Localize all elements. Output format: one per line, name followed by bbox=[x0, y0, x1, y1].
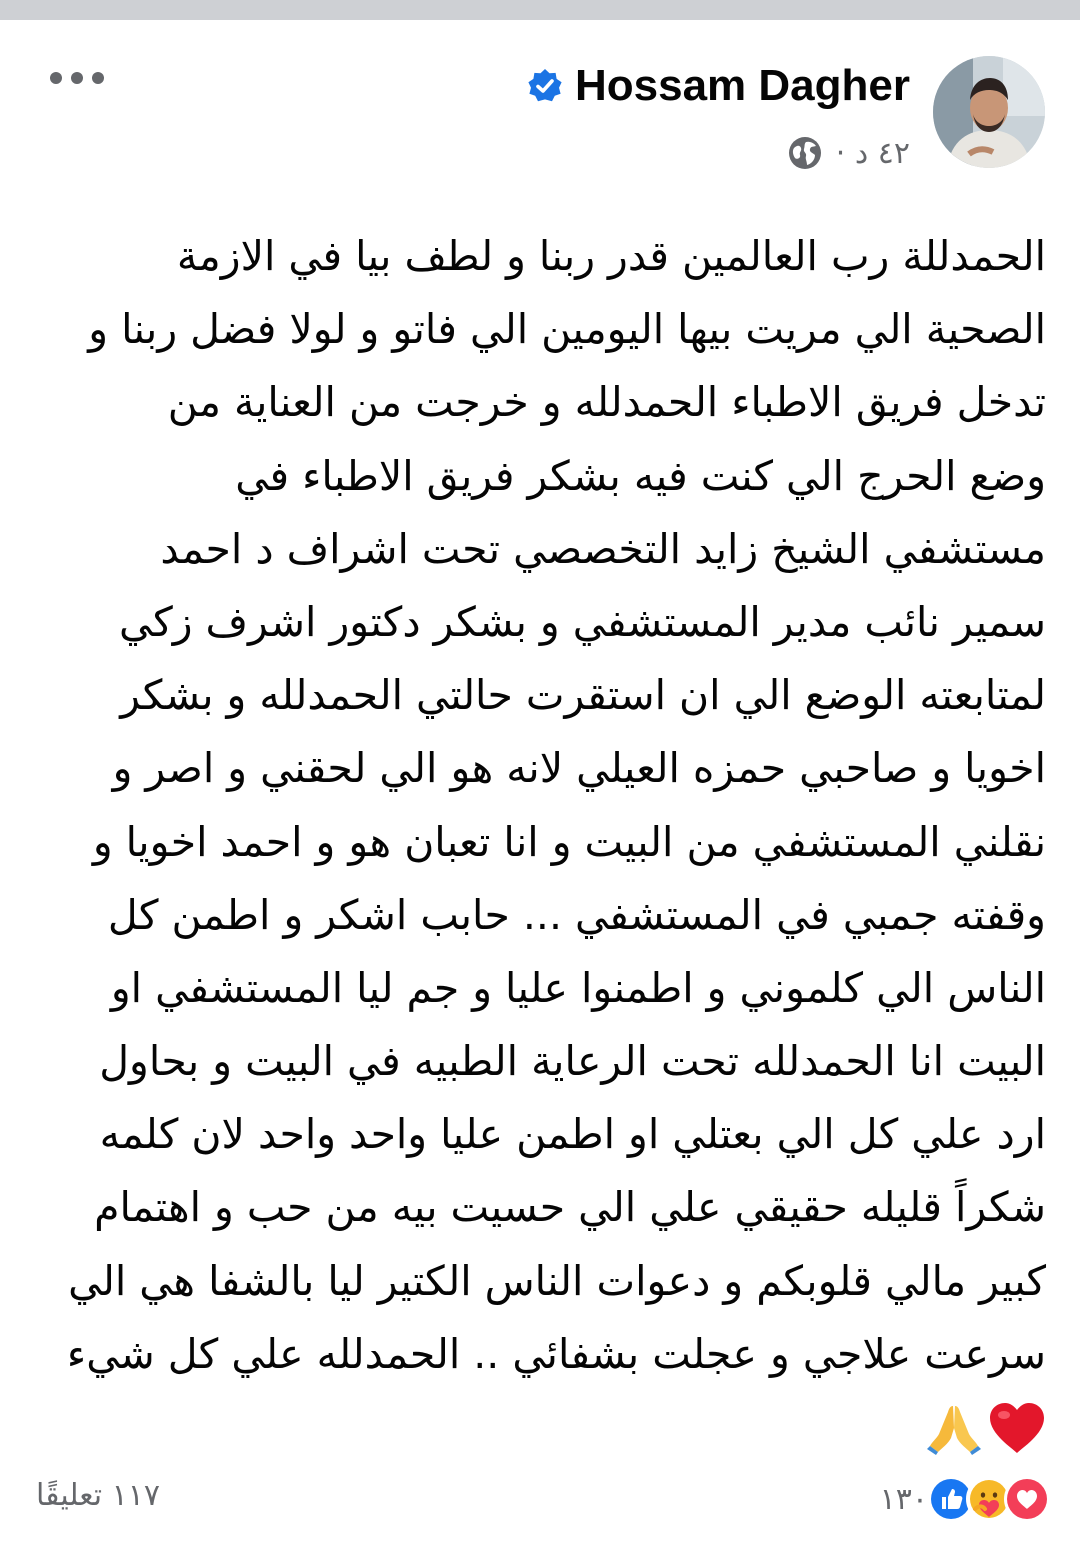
author-name[interactable]: Hossam Dagher bbox=[574, 61, 910, 110]
post-text-line: تدخل فريق الاطباء الحمدلله و خرجت من العناية من bbox=[167, 378, 1046, 427]
post-text-line: الحمدللة رب العالمين قدر ربنا و لطف بيا في الازمة bbox=[176, 232, 1046, 280]
reaction-count: ١٣٠ bbox=[879, 1481, 928, 1517]
post-timestamp[interactable]: ٤٢ د · bbox=[835, 135, 910, 171]
post-text-line: اخويا و صاحبي حمزه العيلي لانه هو الي لحقني و اصر و bbox=[112, 744, 1046, 793]
reactions-summary[interactable] bbox=[880, 1474, 1050, 1524]
more-options-button[interactable] bbox=[50, 64, 104, 92]
post-text-line: الصحية الي مريت بيها اليومين الي فاتو و لولا فضل ربنا و bbox=[88, 305, 1046, 354]
avatar-photo-icon bbox=[933, 56, 1045, 168]
post-text-line: البيت انا الحمدلله تحت الرعاية الطبيه في البيت و بحاول bbox=[99, 1037, 1046, 1086]
post-footer bbox=[0, 1470, 1080, 1526]
post-text-line: وضع الحرج الي كنت فيه بشكر فريق الاطباء في bbox=[235, 451, 1046, 500]
post-text-line: شكراً قليله حقيقي علي الي حسيت بيه من حب و اهتمام bbox=[94, 1183, 1046, 1232]
post-text-line: سمير نائب مدير المستشفي و بشكر دكتور اشرف زكي bbox=[119, 597, 1046, 646]
post-text-line: نقلني المستشفي من البيت و انا تعبان هو و احمد اخويا و bbox=[92, 817, 1046, 866]
post-text-line: الناس الي كلموني و اطمنوا عليا و جم ليا المستشفي او bbox=[110, 963, 1046, 1012]
verified-badge-icon bbox=[527, 68, 563, 104]
author-avatar[interactable] bbox=[933, 56, 1045, 168]
more-dot-icon bbox=[50, 72, 62, 84]
post-text-line: ارد علي كل الي بعتلي او اطمن عليا واحد واحد لان كلمه bbox=[99, 1110, 1046, 1159]
post-text-line: كبير مالي قلوبكم و دعوات الناس الكتير ليا بالشفا هي الي bbox=[68, 1256, 1046, 1305]
post-emoji-line bbox=[36, 1391, 1046, 1464]
post-meta bbox=[788, 132, 910, 174]
love-reaction-icon bbox=[1004, 1476, 1050, 1522]
globe-public-icon[interactable] bbox=[788, 136, 822, 170]
post-text-line: سرعت علاجي و عجلت بشفائي .. الحمدلله علي كل شيء bbox=[66, 1329, 1046, 1378]
author-header bbox=[527, 56, 910, 116]
post-text-line: وقفته جمبي في المستشفي ... حابب اشكر و اطمن كل bbox=[107, 890, 1046, 939]
red-heart-icon bbox=[988, 1401, 1046, 1455]
top-status-strip bbox=[0, 0, 1080, 20]
folded-hands-icon bbox=[926, 1400, 982, 1456]
comments-count-link[interactable]: ١١٧ تعليقًا bbox=[36, 1478, 161, 1513]
post-text-line: مستشفي الشيخ زايد التخصصي تحت اشراف د احمد bbox=[160, 524, 1046, 573]
post-text bbox=[36, 220, 1046, 1464]
more-dot-icon bbox=[71, 72, 83, 84]
more-dot-icon bbox=[92, 72, 104, 84]
post-text-line: لمتابعته الوضع الي ان استقرت حالتي الحمدلله و بشكر bbox=[120, 671, 1046, 720]
